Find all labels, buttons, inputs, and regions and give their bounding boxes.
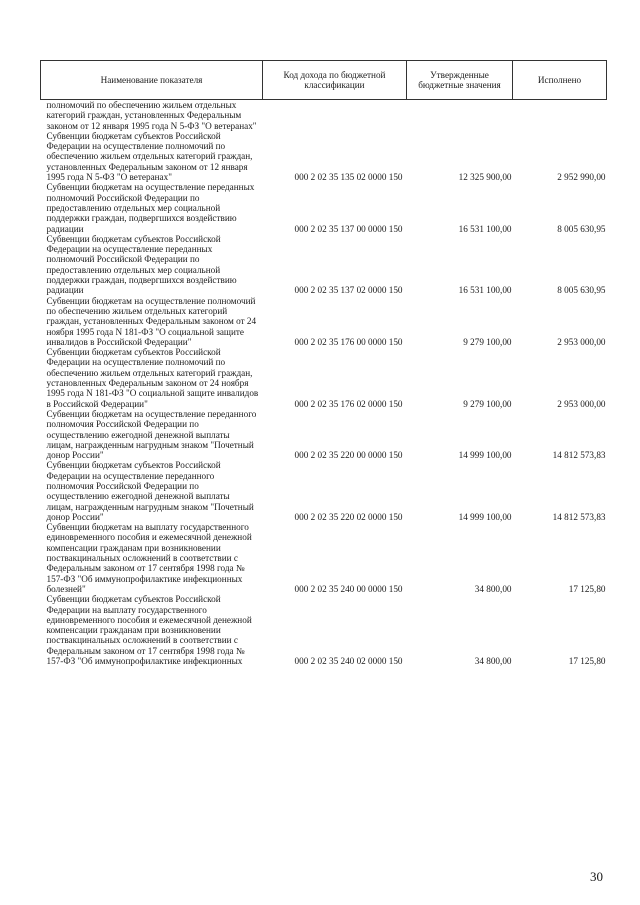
row-executed: 14 812 573,83 <box>552 511 606 522</box>
row-code: 000 2 02 35 240 02 0000 150 <box>294 656 403 667</box>
table-row <box>41 234 607 296</box>
row-code: 000 2 02 35 240 00 0000 150 <box>294 583 403 594</box>
row-approved: 34 800,00 <box>474 583 512 594</box>
table-header <box>41 61 607 100</box>
table-body <box>41 100 607 667</box>
row-approved: 16 531 100,00 <box>458 285 512 296</box>
row-name: Субвенции бюджетам на осуществление переданного полномочия Российской Федерации по осуществлению ежегодной денежной выплаты лицам, награжденным нагрудным знаком "Почетный донор России" <box>46 408 257 461</box>
row-name: Субвенции бюджетам на осуществление полномочий по обеспечению жильем отдельных категорий граждан, установленных Федеральным законом от 24 ноября 1995 года N 181-ФЗ "О социальной защите инвалидов в Российской Федерации" <box>46 295 257 347</box>
row-approved: 9 279 100,00 <box>463 336 512 347</box>
row-name: Субвенции бюджетам на осуществление переданных полномочий Российской Федерации по предоставлению отдельных мер социальной поддержки граждан, подвергшихся воздействию радиации <box>46 182 255 234</box>
row-code: 000 2 02 35 137 02 0000 150 <box>294 285 403 296</box>
row-code: 000 2 02 35 220 02 0000 150 <box>294 511 403 522</box>
table-row <box>41 460 607 522</box>
row-name: Субвенции бюджетам субъектов Российской Федерации на осуществление полномочий по обеспечению жильем отдельных категорий граждан, установленных Федеральным законом от 12 января 1995 года N 5-ФЗ "О ветеранах" <box>46 130 253 183</box>
table-row <box>41 522 607 594</box>
table-row <box>41 594 607 666</box>
header-code: Код дохода по бюджетной классификации <box>263 61 407 100</box>
row-code: 000 2 02 35 176 00 0000 150 <box>294 336 403 347</box>
row-executed: 2 953 000,00 <box>557 336 606 347</box>
table-row <box>41 182 607 233</box>
page-number: 30 <box>590 869 603 884</box>
row-approved: 9 279 100,00 <box>463 398 512 409</box>
table-row <box>41 409 607 460</box>
row-name: Субвенции бюджетам субъектов Российской Федерации на осуществление переданного полномочия Российской Федерации по осуществлению ежегодной денежной выплаты лицам, награжденным нагрудным знаком "Почетный донор России" <box>46 460 254 522</box>
row-code: 000 2 02 35 220 00 0000 150 <box>294 450 403 461</box>
row-approved: 14 999 100,00 <box>458 511 512 522</box>
row-executed: 2 952 990,00 <box>557 172 606 183</box>
row-code: 000 2 02 35 176 02 0000 150 <box>294 398 403 409</box>
row-approved: 34 800,00 <box>474 656 512 667</box>
table-row <box>41 347 607 409</box>
row-executed: 8 005 630,95 <box>557 285 606 296</box>
table-row <box>41 131 607 182</box>
row-approved: 14 999 100,00 <box>458 450 512 461</box>
row-executed: 2 953 000,00 <box>557 398 606 409</box>
row-name: Субвенции бюджетам субъектов Российской Федерации на осуществление переданных полномочий Российской Федерации по предоставлению отдельных мер социальной поддержки граждан, подвергшихся воздействию радиации <box>46 233 237 296</box>
header-name: Наименование показателя <box>41 61 263 100</box>
row-executed: 8 005 630,95 <box>557 223 606 234</box>
row-name: Субвенции бюджетам субъектов Российской Федерации на осуществление полномочий по обеспечению жильем отдельных категорий граждан, установленных Федеральным законом от 24 ноября 1995 года N 181-ФЗ "О социальной защите инвалидов в Российской Федерации" <box>46 347 259 409</box>
row-approved <box>407 100 513 131</box>
row-name: Субвенции бюджетам субъектов Российской Федерации на выплату государственного единовременного пособия и ежемесячной денежной компенсации гражданам при возникновении поствакцинальных осложнений в соответствии с Федеральным законом от 17 сентября 1998 года № 157-ФЗ "Об иммунопрофилактике инфекционных <box>46 594 252 667</box>
row-executed <box>513 100 607 131</box>
row-approved: 12 325 900,00 <box>458 172 512 183</box>
table-row <box>41 296 607 347</box>
row-code: 000 2 02 35 135 02 0000 150 <box>294 172 403 183</box>
row-executed: 14 812 573,83 <box>552 450 606 461</box>
table-row <box>41 100 607 131</box>
row-code <box>263 100 407 131</box>
budget-income-table <box>40 60 607 666</box>
row-name: полномочий по обеспечению жильем отдельных категорий граждан, установленных Федеральным законом от 12 января 1995 года N 5-ФЗ "О ветеранах" <box>46 100 257 131</box>
row-executed: 17 125,80 <box>568 656 606 667</box>
header-approved: Утвержденные бюджетные значения <box>407 61 513 100</box>
header-executed: Исполнено <box>513 61 607 100</box>
row-approved: 16 531 100,00 <box>458 223 512 234</box>
row-executed: 17 125,80 <box>568 583 606 594</box>
row-code: 000 2 02 35 137 00 0000 150 <box>294 223 403 234</box>
row-name: Субвенции бюджетам на выплату государственного единовременного пособия и ежемесячной денежной компенсации гражданам при возникновении поствакцинальных осложнений в соответствии с Федеральным законом от 17 сентября 1998 года № 157-ФЗ "Об иммунопрофилактике инфекционных болезней" <box>46 522 252 594</box>
